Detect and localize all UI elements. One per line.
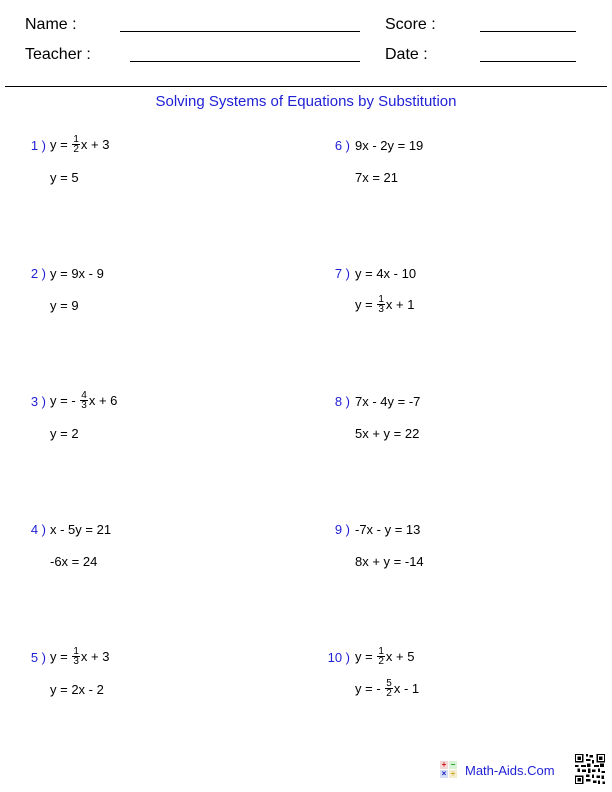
equation-1: y = 9x - 9 bbox=[50, 266, 104, 281]
equation-2: y = 2x - 2 bbox=[50, 682, 104, 697]
problem-number: 6 ) bbox=[334, 138, 350, 153]
date-field[interactable] bbox=[480, 61, 576, 62]
problem-number: 4 ) bbox=[30, 522, 46, 537]
equation-1: y = - $\frac{4}{3}$ x + 6 bbox=[50, 390, 118, 411]
score-field[interactable] bbox=[480, 31, 576, 32]
problem-number: 9 ) bbox=[334, 522, 350, 537]
equation-1: 9x - 2y = 19 bbox=[355, 138, 424, 153]
fraction: $\frac{4}{3}$ bbox=[81, 390, 87, 411]
qr-code-icon bbox=[575, 754, 605, 784]
fraction: $\frac{5}{2}$ bbox=[386, 678, 392, 699]
problem-number: 5 ) bbox=[30, 650, 46, 665]
problem-number: 1 ) bbox=[30, 138, 46, 153]
header-divider bbox=[5, 86, 607, 87]
equation-1: y = 4x - 10 bbox=[355, 266, 417, 281]
equation-2: y = - $\frac{5}{2}$ x - 1 bbox=[355, 678, 420, 699]
problem-number: 3 ) bbox=[30, 394, 46, 409]
fraction: $\frac{1}{3}$ bbox=[73, 646, 79, 667]
fraction: $\frac{1}{2}$ bbox=[73, 134, 79, 155]
fraction: $\frac{1}{2}$ bbox=[378, 646, 384, 667]
equation-1: y = $\frac{1}{2}$ x + 5 bbox=[355, 646, 415, 667]
date-label: Date : bbox=[385, 46, 428, 63]
equation-2: y = 9 bbox=[50, 298, 79, 313]
score-label: Score : bbox=[385, 16, 436, 33]
equation-2: 5x + y = 22 bbox=[355, 426, 420, 441]
equation-2: -6x = 24 bbox=[50, 554, 98, 569]
problem-number: 10 ) bbox=[327, 650, 350, 665]
teacher-label: Teacher : bbox=[25, 46, 91, 63]
equation-2: y = 5 bbox=[50, 170, 79, 185]
equation-2: y = 2 bbox=[50, 426, 79, 441]
equation-1: 7x - 4y = -7 bbox=[355, 394, 421, 409]
problem-number: 7 ) bbox=[334, 266, 350, 281]
problem-number: 8 ) bbox=[334, 394, 350, 409]
problem-number: 2 ) bbox=[30, 266, 46, 281]
name-label: Name : bbox=[25, 16, 77, 33]
calculator-operations-icon: + − × ÷ bbox=[441, 760, 456, 778]
fraction: $\frac{1}{3}$ bbox=[378, 294, 384, 315]
math-aids-link[interactable]: Math-Aids.Com bbox=[465, 763, 555, 778]
equation-1: x - 5y = 21 bbox=[50, 522, 112, 537]
equation-1: -7x - y = 13 bbox=[355, 522, 421, 537]
equation-2: y = $\frac{1}{3}$ x + 1 bbox=[355, 294, 415, 315]
teacher-field[interactable] bbox=[130, 61, 360, 62]
name-field[interactable] bbox=[120, 31, 360, 32]
equation-2: 7x = 21 bbox=[355, 170, 399, 185]
equation-2: 8x + y = -14 bbox=[355, 554, 424, 569]
worksheet-title: Solving Systems of Equations by Substitution bbox=[155, 93, 457, 110]
equation-1: y = $\frac{1}{2}$ x + 3 bbox=[50, 134, 110, 155]
equation-1: y = $\frac{1}{3}$ x + 3 bbox=[50, 646, 110, 667]
